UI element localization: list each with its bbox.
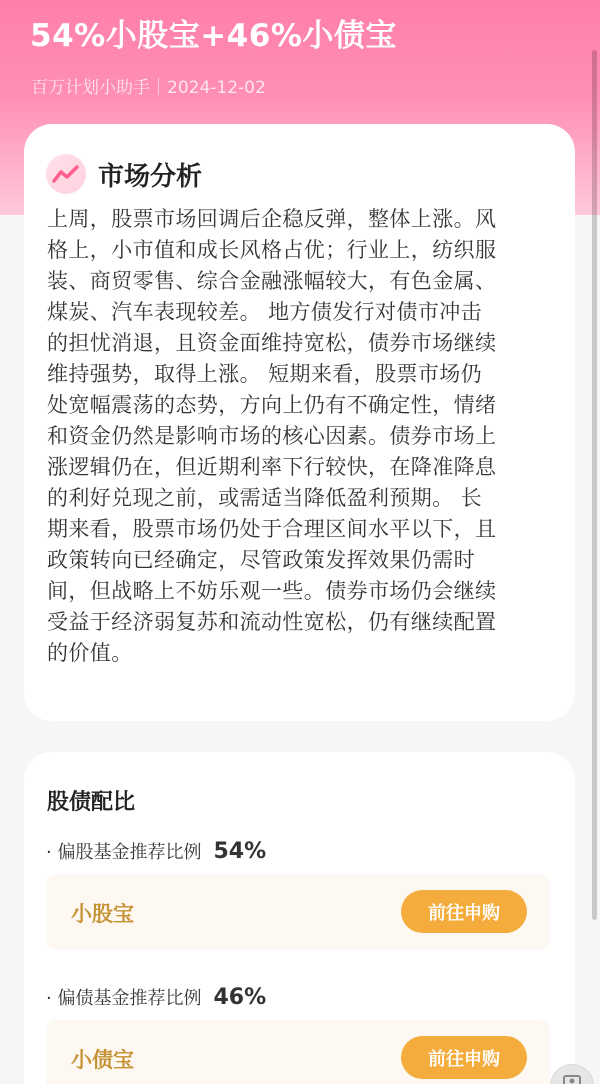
text-line: 的担忧消退，且资金面维持宽松，债券市场继续: [47, 331, 497, 355]
stock-fund-box: [46, 874, 550, 950]
stock-fund-name: 小股宝: [71, 902, 134, 926]
scrollbar[interactable]: [592, 50, 597, 920]
market-analysis-title: 市场分析: [98, 161, 203, 192]
bond-fund-box: [46, 1020, 550, 1084]
text-line: 涨逻辑仍在，但近期利率下行较快，在降准降息: [47, 455, 497, 479]
text-line: 受益于经济弱复苏和流动性宽松，仍有继续配置: [47, 610, 497, 634]
text-line: 维持强势，取得上涨。 短期来看，股票市场仍: [47, 362, 483, 386]
text-line: 间，但战略上不妨乐观一些。债券市场仍会继续: [47, 579, 497, 603]
stock-ratio-label: · 偏股基金推荐比例: [46, 842, 202, 863]
bond-ratio-row: [46, 984, 266, 1010]
allocation-card: [24, 752, 575, 1084]
text-line: 的利好兑现之前，或需适当降低盈利预期。 长: [47, 486, 483, 510]
page-subtitle: 百万计划小助手｜2024-12-02: [31, 78, 266, 98]
text-line: 的价值。: [47, 641, 133, 665]
text-line: 政策转向已经确定，尽管政策发挥效果仍需时: [47, 548, 475, 572]
bond-fund-apply-button[interactable]: 前往申购: [401, 1036, 527, 1079]
market-analysis-card: [24, 124, 575, 721]
stock-ratio-value: 54%: [213, 839, 267, 864]
text-line: 期来看，股票市场仍处于合理区间水平以下，且: [47, 517, 497, 541]
page-title: 54%小股宝+46%小债宝: [30, 18, 397, 54]
floating-action-icon: [563, 1073, 581, 1084]
text-line: 煤炭、汽车表现较差。 地方债发行对债市冲击: [47, 300, 483, 324]
bond-fund-name: 小债宝: [71, 1048, 134, 1072]
text-line: 处宽幅震荡的态势，方向上仍有不确定性，情绪: [47, 393, 497, 417]
text-line: 装、商贸零售、综合金融涨幅较大，有色金属、: [47, 269, 497, 293]
bond-ratio-label: · 偏债基金推荐比例: [46, 988, 202, 1009]
bond-ratio-value: 46%: [213, 985, 267, 1010]
allocation-title: 股债配比: [47, 790, 136, 815]
stock-ratio-row: [46, 838, 266, 864]
trend-line-icon: [46, 154, 86, 194]
stock-fund-apply-button[interactable]: 前往申购: [401, 890, 527, 933]
text-line: 格上，小市值和成长风格占优；行业上，纺织服: [47, 238, 497, 262]
market-analysis-header: [46, 154, 202, 194]
text-line: 和资金仍然是影响市场的核心因素。债券市场上: [47, 424, 497, 448]
text-line: 上周，股票市场回调后企稳反弹，整体上涨。风: [47, 207, 497, 231]
market-analysis-text: [47, 204, 557, 669]
